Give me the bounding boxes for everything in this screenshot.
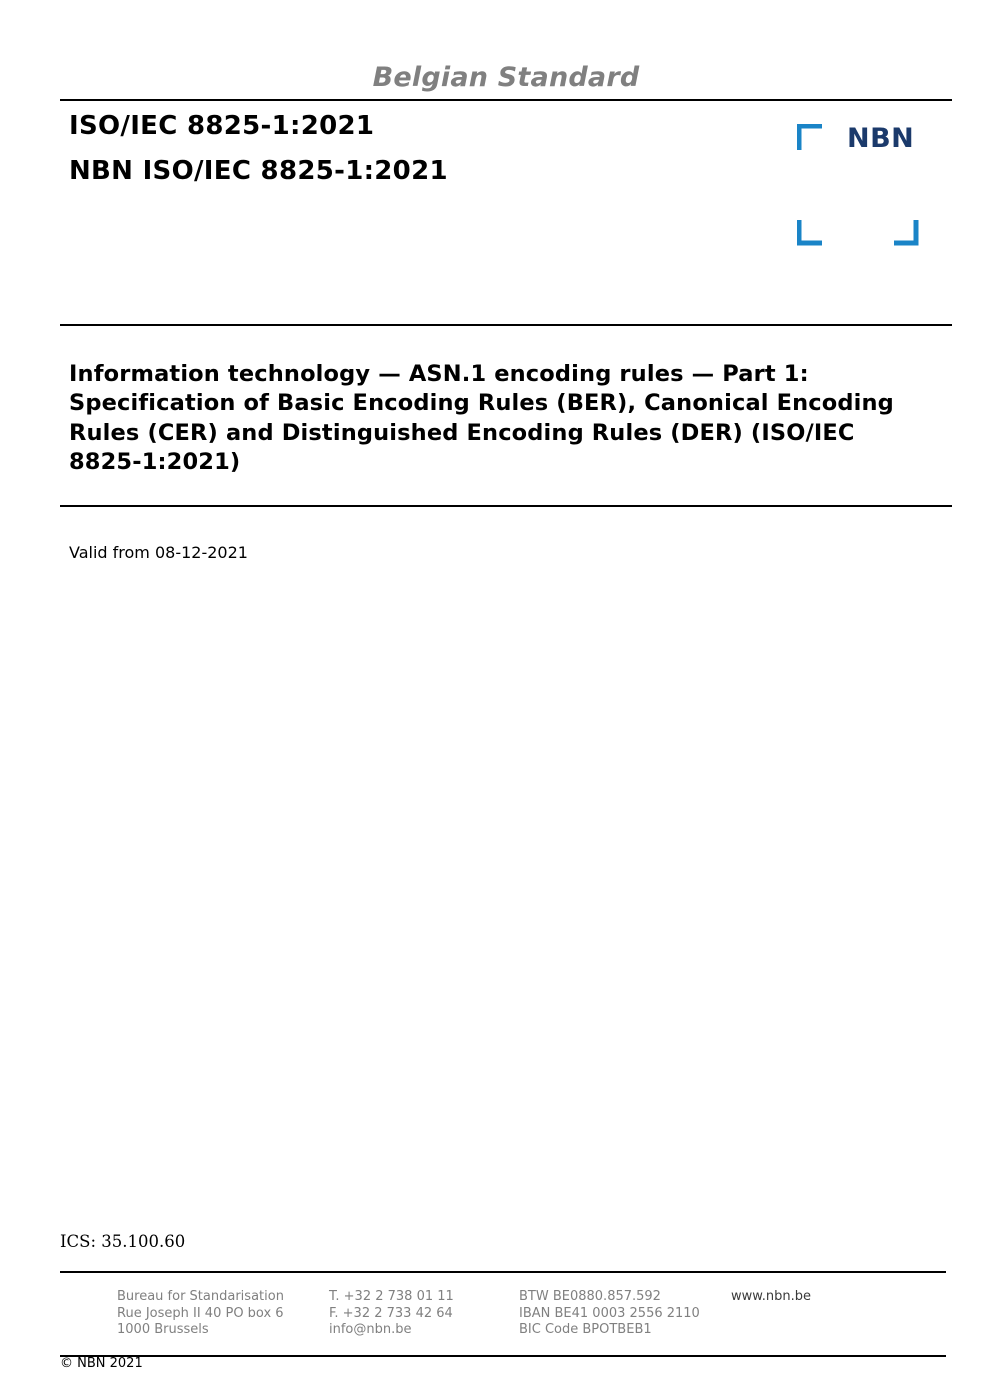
- footer-bottom-divider: [60, 1355, 946, 1357]
- title-line: Information technology — ASN.1 encoding rules — Part 1:: [69, 361, 809, 387]
- footer-phone: T. +32 2 738 01 11: [329, 1289, 454, 1304]
- footer-bank-details: [519, 1289, 700, 1339]
- footer-address-line: Rue Joseph II 40 PO box 6: [117, 1305, 284, 1321]
- iso-standard-number: ISO/IEC 8825-1:2021: [69, 111, 375, 141]
- footer-email-link[interactable]: info@nbn.be: [329, 1322, 412, 1337]
- ics-code: ICS: 35.100.60: [60, 1232, 186, 1251]
- document-title: [69, 360, 929, 477]
- footer-top-divider: [60, 1271, 946, 1273]
- title-line: 8825-1:2021): [69, 448, 241, 475]
- copyright-notice: © NBN 2021: [60, 1356, 143, 1371]
- nbn-standard-number: NBN ISO/IEC 8825-1:2021: [69, 156, 448, 186]
- valid-from-date: Valid from 08-12-2021: [69, 543, 248, 562]
- footer-website: [731, 1289, 811, 1306]
- title-top-divider: [60, 324, 952, 326]
- footer-iban: IBAN BE41 0003 2556 2110: [519, 1305, 700, 1321]
- footer-fax: F. +32 2 733 42 64: [329, 1305, 453, 1321]
- footer-address-line: 1000 Brussels: [117, 1322, 209, 1337]
- footer-address: [117, 1289, 284, 1339]
- nbn-logo: [797, 124, 921, 248]
- logo-text: NBN: [847, 123, 915, 154]
- footer-address-line: Bureau for Standarisation: [117, 1289, 284, 1304]
- footer-bic: BIC Code BPOTBEB1: [519, 1322, 652, 1337]
- header-label: Belgian Standard: [372, 62, 640, 93]
- footer-website-link[interactable]: www.nbn.be: [731, 1289, 811, 1304]
- title-line: Rules (CER) and Distinguished Encoding Rules (DER) (ISO/IEC: [69, 419, 855, 446]
- footer-vat-number: BTW BE0880.857.592: [519, 1289, 661, 1304]
- footer-contact: [329, 1289, 454, 1339]
- title-line: Specification of Basic Encoding Rules (BER), Canonical Encoding: [69, 390, 894, 417]
- header-divider: [60, 99, 952, 101]
- title-bottom-divider: [60, 505, 952, 507]
